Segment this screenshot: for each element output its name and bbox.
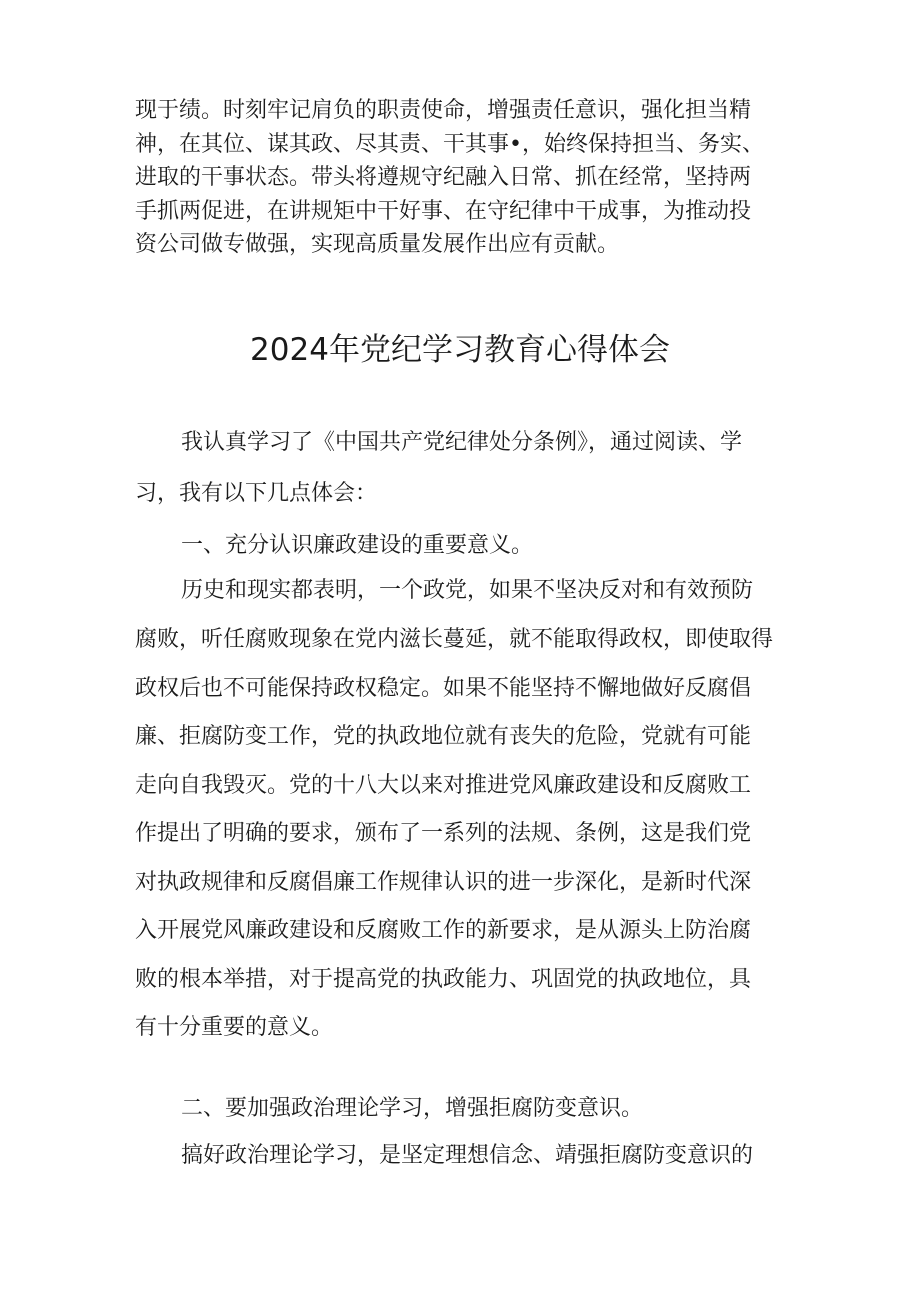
intro-line: 现于绩。时刻牢记肩负的职责使命，增强责任意识，强化担当精 [135, 98, 752, 123]
section-1-line: 历史和现实都表明，一个政党，如果不坚决反对和有效预防 [181, 578, 754, 603]
section-1-line: 入开展党风廉政建设和反腐败工作的新要求，是从源头上防治腐 [135, 918, 752, 943]
section-2-line: 搞好政治理论学习，是坚定理想信念、靖强拒腐防变意识的 [181, 1143, 754, 1168]
intro-line: 手抓两促进，在讲规矩中干好事、在守纪律中干成事，为推动投 [135, 199, 752, 224]
opening-line: 我认真学习了《中国共产党纪律处分条例》，通过阅读、学 [181, 430, 743, 455]
opening-line: 习，我有以下几点体会： [135, 481, 378, 506]
section-1-line: 败的根本举措，对于提高党的执政能力、巩固党的执政地位，具 [135, 967, 752, 992]
section-1-line: 有十分重要的意义。 [135, 1015, 334, 1040]
section-heading-1: 一、充分认识廉政建设的重要意义。 [181, 533, 534, 558]
section-1-line: 腐败，听任腐败现象在党内滋长蔓延，就不能取得政权，即使取得 [135, 627, 774, 652]
intro-line: 进取的干事状态。带头将遵规守纪融入日常、抓在经常，坚持两 [135, 165, 752, 190]
section-heading-2: 二、要加强政治理论学习，增强拒腐防变意识。 [181, 1096, 644, 1121]
section-1-line: 政权后也不可能保持政权稳定。如果不能坚持不懈地做好反腐倡 [135, 676, 752, 701]
section-1-line: 作提出了明确的要求，颁布了一系列的法规、条例，这是我们党 [135, 821, 752, 846]
section-1-line: 对执政规律和反腐倡廉工作规律认识的进一步深化，是新时代深 [135, 870, 752, 895]
intro-line: 神，在其位、谋其政、尽其责、干其事•，始终保持担当、务实、 [135, 132, 764, 157]
page-title: 2024年党纪学习教育心得体会 [250, 332, 670, 368]
intro-line: 资公司做专做强，实现高质量发展作出应有贡献。 [135, 232, 620, 257]
section-1-line: 廉、拒腐防变工作，党的执政地位就有丧失的危险，党就有可能 [135, 724, 752, 749]
section-1-line: 走向自我毁灭。党的十八大以来对推进党风廉政建设和反腐败工 [135, 773, 752, 798]
